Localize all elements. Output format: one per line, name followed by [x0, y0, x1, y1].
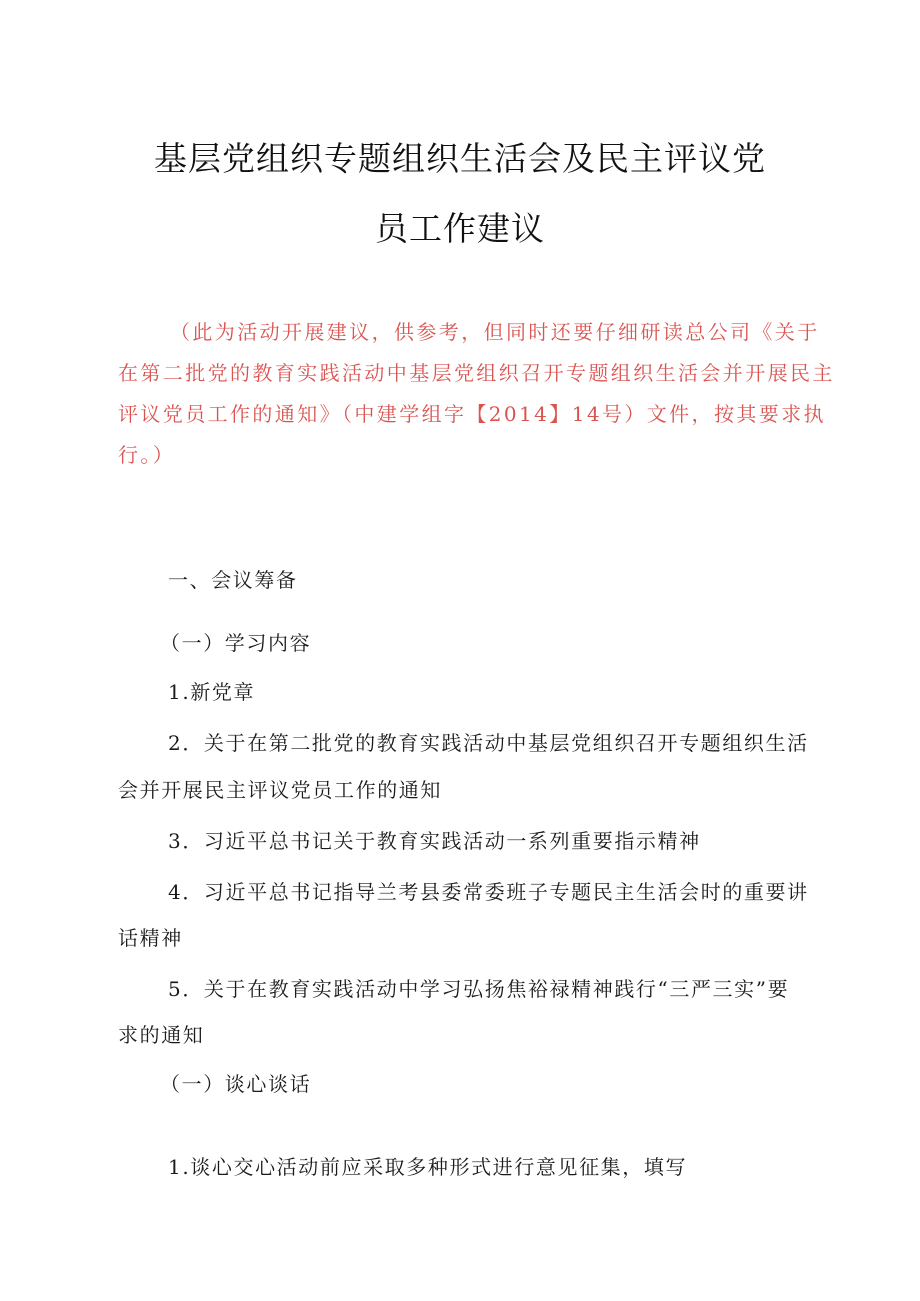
- note-line-3: 评议党员工作的通知》（中建学组字【2014】14号）文件，按其要求执: [118, 402, 826, 426]
- list-item-1: 1.新党章: [168, 680, 256, 704]
- document-title-line-1: 基层党组织专题组织生活会及民主评议党: [154, 139, 766, 178]
- document-title-line-2: 员工作建议: [375, 209, 545, 248]
- list-item-5-line-2: 求的通知: [118, 1023, 205, 1047]
- subheading-study-content: （一）学习内容: [160, 631, 312, 655]
- note-line-4: 行。）: [118, 443, 176, 467]
- note-line-1: （此为活动开展建议，供参考，但同时还要仔细研读总公司《关于: [170, 320, 820, 344]
- list-item-4-line-2: 话精神: [118, 926, 183, 950]
- list-item-6: 1.谈心交心活动前应采取多种形式进行意见征集，填写: [168, 1155, 688, 1179]
- note-line-2: 在第二批党的教育实践活动中基层党组织召开专题组织生活会并开展民主: [118, 361, 835, 385]
- list-item-5-line-1: 5．关于在教育实践活动中学习弘扬焦裕禄精神践行“三严三实”要: [168, 977, 790, 1001]
- list-item-2-line-1: 2．关于在第二批党的教育实践活动中基层党组织召开专题组织生活: [168, 731, 809, 755]
- list-item-2-line-2: 会并开展民主评议党员工作的通知: [118, 778, 442, 802]
- section-heading-meeting-preparation: 一、会议筹备: [168, 568, 298, 592]
- list-item-4-line-1: 4．习近平总书记指导兰考县委常委班子专题民主生活会时的重要讲: [168, 880, 809, 904]
- subheading-heart-to-heart-talk: （一）谈心谈话: [160, 1072, 312, 1096]
- list-item-3: 3．习近平总书记关于教育实践活动一系列重要指示精神: [168, 829, 701, 853]
